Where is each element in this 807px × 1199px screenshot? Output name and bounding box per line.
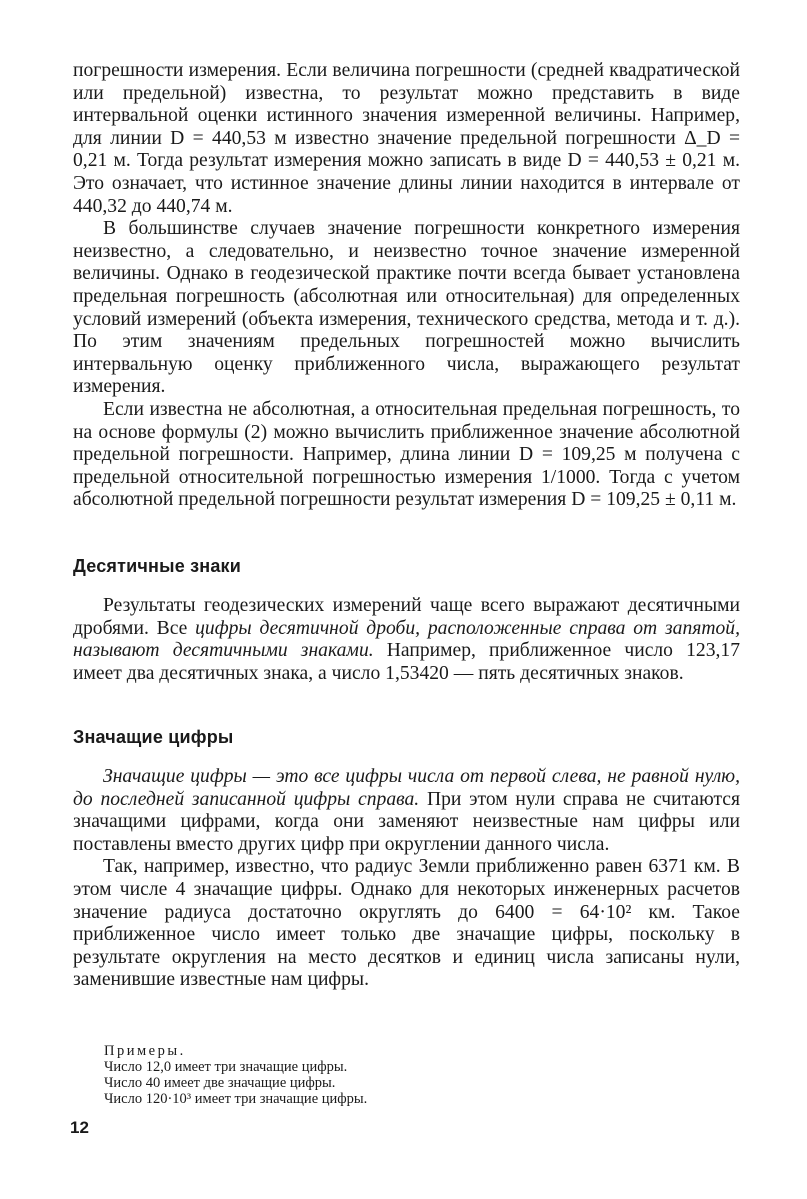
paragraph — [73, 766, 740, 856]
section-text — [73, 766, 740, 992]
section-heading: Десятичные знаки — [73, 556, 242, 576]
definition-text: Значащие цифры — это все цифры числа от первой слева, не равной нулю, до последней записанной цифры справа. — [73, 766, 740, 810]
paragraph: Если известна не абсолютная, а относительная предельная погрешность, то на основе формулы (2) можно вычислить приближенное значение абсолютной предельной погрешности. Например, длина линии D = 109,25 м получена с предельной относительной погрешностью измерения 1/1000. Тогда с учетом абсолютной предельной погрешности результат измерения D = 109,25 ± 0,11 м. — [73, 398, 740, 511]
section-heading: Значащие цифры — [73, 727, 234, 747]
text-run: При этом нули справа не считаются значащими цифрами, когда они заменяют неизвестные нам цифры или поставлены вместо других цифр при округлении данного числа. — [73, 788, 740, 855]
page-number: 12 — [70, 1118, 89, 1137]
paragraph: погрешности измерения. Если величина погрешности (средней квадратической или предельной) известна, то результат можно представить в виде интервальной оценки истинного значения измеренной величины. Например, для линии D = 440,53 м известно значение предельной погрешности Δ_D = 0,21 м. Тогда результат измерения можно записать в виде D = 440,53 ± 0,21 м. Это означает, что истинное значение длины линии находится в интервале от 440,32 до 440,74 м. — [73, 60, 740, 217]
section-text — [73, 595, 740, 685]
examples-block — [104, 1043, 604, 1107]
paragraph: Так, например, известно, что радиус Земли приближенно равен 6371 км. В этом числе 4 значащие цифры. Однако для некоторых инженерных расчетов значение радиуса достаточно округлять до 6400 = 64·10² км. Такое приближенное число имеет только две значащие цифры, поскольку в результате округления на место десятков и единиц числа записаны нули, заменившие известные нам цифры. — [73, 856, 740, 991]
examples-label: Примеры. — [104, 1043, 186, 1059]
example-line: Число 12,0 имеет три значащие цифры. — [104, 1059, 348, 1075]
text-run: Результаты геодезических измерений чаще всего выражают десятичными дробями. Все — [73, 595, 740, 639]
example-line: Число 40 имеет две значащие цифры. — [104, 1075, 336, 1091]
intro-text — [73, 60, 740, 512]
definition-text: цифры десятичной дроби, расположенные справа от запятой, называют десятичными знаками. — [73, 617, 740, 662]
example-line: Число 120·10³ имеет три значащие цифры. — [104, 1091, 368, 1107]
text-run: Например, приближенное число 123,17 имеет два десятичных знака, а число 1,53420 — пять десятичных знаков. — [73, 640, 740, 684]
paragraph: В большинстве случаев значение погрешности конкретного измерения неизвестно, а следовательно, и неизвестно точное значение измеренной величины. Однако в геодезической практике почти всегда бывает установлена предельная погрешность (абсолютная или относительная) для определенных условий измерений (объекта измерения, технического средства, метода и т. д.). По этим значениям предельных погрешностей можно вычислить интервальную оценку приближенного числа, выражающего результат измерения. — [73, 218, 740, 398]
paragraph — [73, 595, 740, 685]
